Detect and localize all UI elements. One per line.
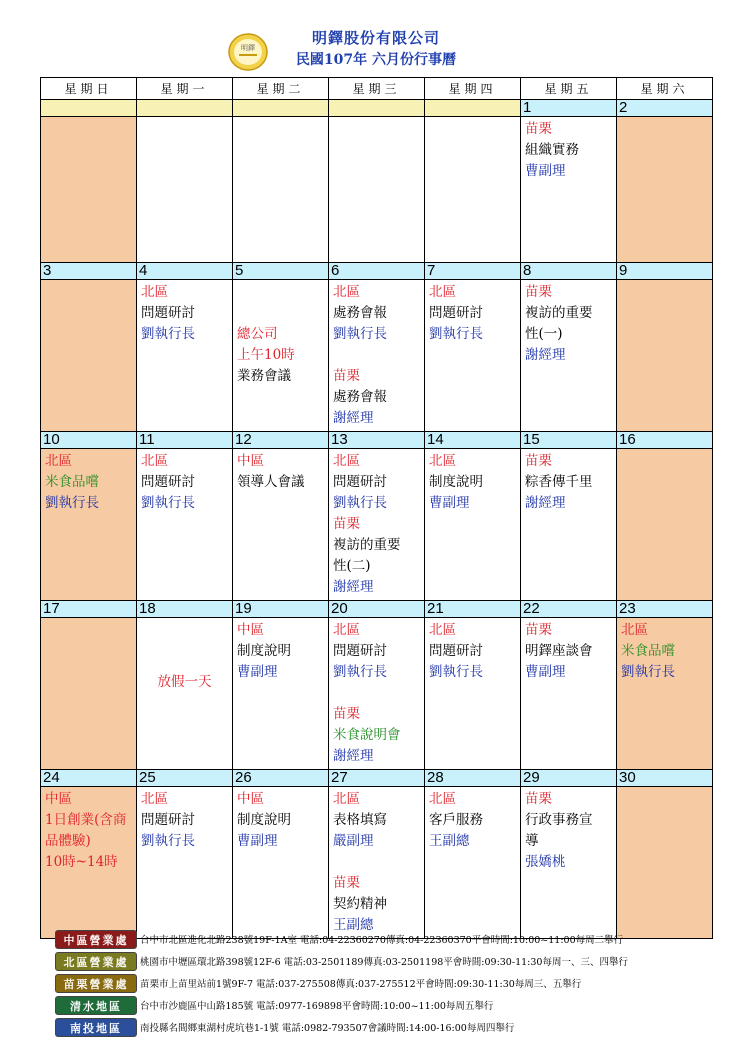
day-cell-row: [41, 449, 713, 601]
event-presenter: 劉執行長: [141, 495, 195, 511]
event-region: 北區: [141, 284, 168, 300]
weekday-header: 星期二: [233, 78, 329, 100]
date-number: 7: [425, 263, 521, 280]
event-region: 中區: [237, 791, 264, 807]
weekday-header: 星期四: [425, 78, 521, 100]
day-cell[interactable]: [617, 787, 713, 939]
event-presenter: 曹副理: [525, 664, 566, 680]
weekday-header: 星期日: [41, 78, 137, 100]
date-number: 27: [329, 770, 425, 787]
event-presenter: 劉執行長: [333, 664, 387, 680]
office-row: [55, 950, 745, 972]
event-region: 北區: [333, 622, 360, 638]
spacer: [333, 683, 420, 704]
event-presenter: 劉執行長: [333, 326, 387, 342]
event-title: 性(一): [525, 326, 563, 342]
event-presenter: 劉執行長: [141, 326, 195, 342]
event-region: 苗栗: [525, 121, 552, 137]
day-cell[interactable]: [137, 618, 233, 770]
event-title: 契約精神: [333, 896, 387, 912]
event-presenter: 王副總: [429, 833, 470, 849]
event-region: 北區: [333, 284, 360, 300]
date-number: 13: [329, 432, 425, 449]
event-presenter: 曹副理: [429, 495, 470, 511]
event-region: 北區: [141, 791, 168, 807]
day-cell[interactable]: [41, 787, 137, 939]
event-title: 問題研討: [141, 812, 195, 828]
date-number-row: [41, 601, 713, 618]
day-cell[interactable]: [617, 618, 713, 770]
day-cell[interactable]: [329, 280, 425, 432]
event-title: 問題研討: [429, 305, 483, 321]
event-presenter: 謝經理: [525, 347, 566, 363]
day-cell[interactable]: [617, 280, 713, 432]
day-cell[interactable]: [137, 787, 233, 939]
day-cell-row: [41, 117, 713, 263]
event-title: 領導人會議: [237, 474, 305, 490]
date-number-row: [41, 432, 713, 449]
page-header: [0, 28, 750, 76]
spacer: [333, 852, 420, 873]
calendar-title: 民國107年 六月份行事曆: [295, 52, 457, 68]
office-badge: 中區營業處: [55, 930, 137, 949]
office-info: 南投縣名間鄉東湖村虎坑巷1-1號 電話:0982-793507會議時間:14:00-16:00每周四舉行: [140, 1023, 515, 1034]
event-title: 導: [525, 833, 539, 849]
date-number: 16: [617, 432, 713, 449]
spacer: [237, 303, 324, 324]
event-presenter: 曹副理: [237, 664, 278, 680]
office-row: [55, 972, 745, 994]
weekday-header: 星期五: [521, 78, 617, 100]
office-badge: 北區營業處: [55, 952, 137, 971]
day-cell[interactable]: [617, 117, 713, 263]
date-number: [137, 100, 233, 117]
date-number-row: [41, 100, 713, 117]
event-title: 行政事務宣: [525, 812, 593, 828]
event-region: 上午10時: [237, 347, 295, 363]
event-title: 問題研討: [333, 474, 387, 490]
date-number: 8: [521, 263, 617, 280]
day-cell[interactable]: [329, 449, 425, 601]
event-title: 制度說明: [237, 643, 291, 659]
event-title: 問題研討: [333, 643, 387, 659]
event-region: 北區: [141, 453, 168, 469]
date-number: 9: [617, 263, 713, 280]
date-number: 26: [233, 770, 329, 787]
date-number: 19: [233, 601, 329, 618]
event-title: 複訪的重要: [333, 537, 401, 553]
date-number: 10: [41, 432, 137, 449]
title-block: [276, 28, 476, 70]
day-cell-row: [41, 280, 713, 432]
day-cell[interactable]: [233, 449, 329, 601]
event-region: 10時~14時: [45, 854, 118, 870]
holiday-label: 放假一天: [157, 674, 212, 690]
date-number: [425, 100, 521, 117]
event-title: 處務會報: [333, 305, 387, 321]
event-presenter: 曹副理: [237, 833, 278, 849]
event-title: 米食品嚐: [45, 474, 99, 490]
day-cell[interactable]: [41, 618, 137, 770]
event-region: 北區: [429, 453, 456, 469]
office-badge: 南投地區: [55, 1018, 137, 1037]
date-number: 6: [329, 263, 425, 280]
calendar-table: [40, 77, 713, 939]
day-cell[interactable]: [425, 618, 521, 770]
event-region: 中區: [237, 622, 264, 638]
event-title: 米食說明會: [333, 727, 401, 743]
event-region: 苗栗: [333, 516, 360, 532]
event-title: 組織實務: [525, 142, 579, 158]
logo-text: 明鐸: [241, 44, 255, 52]
event-title: 制度說明: [429, 474, 483, 490]
date-number: 2: [617, 100, 713, 117]
date-number: 11: [137, 432, 233, 449]
event-presenter: 嚴副理: [333, 833, 374, 849]
event-title: 制度說明: [237, 812, 291, 828]
event-region: 北區: [429, 284, 456, 300]
date-number: 12: [233, 432, 329, 449]
date-number: 22: [521, 601, 617, 618]
day-cell[interactable]: [329, 787, 425, 939]
event-region: 北區: [333, 791, 360, 807]
event-region: 北區: [621, 622, 648, 638]
weekday-header: 星期六: [617, 78, 713, 100]
event-region: 苗栗: [333, 368, 360, 384]
day-cell[interactable]: [521, 787, 617, 939]
event-presenter: 謝經理: [333, 579, 374, 595]
event-region: 總公司: [237, 326, 278, 342]
event-title: 問題研討: [141, 305, 195, 321]
event-presenter: 王副總: [333, 917, 374, 933]
day-cell[interactable]: [617, 449, 713, 601]
event-presenter: 張嬌桃: [525, 854, 566, 870]
office-info: 苗栗市上苗里站前1號9F-7 電話:037-275508傳真:037-275512平會時間:09:30-11:30每周三、五舉行: [140, 979, 582, 990]
day-cell[interactable]: [425, 280, 521, 432]
event-region: 北區: [429, 791, 456, 807]
event-region: 中區: [45, 791, 72, 807]
event-region: 苗栗: [525, 284, 552, 300]
company-logo: [227, 32, 269, 72]
event-presenter: 謝經理: [525, 495, 566, 511]
day-cell[interactable]: [233, 117, 329, 263]
event-title: 處務會報: [333, 389, 387, 405]
date-number: 5: [233, 263, 329, 280]
event-region: 苗栗: [525, 791, 552, 807]
event-region: 苗栗: [333, 706, 360, 722]
day-cell[interactable]: [521, 280, 617, 432]
office-badge: 清水地區: [55, 996, 137, 1015]
office-info: 台中市北區進化北路238號19F-1A室 電話:04-22360270傳真:04-22360370平會時間:10:00~11:00每周二舉行: [140, 935, 624, 946]
day-cell[interactable]: [41, 280, 137, 432]
day-cell[interactable]: [521, 449, 617, 601]
spacer: [237, 282, 324, 303]
date-number: [41, 100, 137, 117]
event-presenter: 劉執行長: [333, 495, 387, 511]
day-cell[interactable]: [425, 787, 521, 939]
office-info: 台中市沙鹿區中山路185號 電話:0977-169898平會時間:10:00~11:00每周五舉行: [140, 1001, 494, 1012]
office-row: [55, 928, 745, 950]
event-presenter: 謝經理: [333, 410, 374, 426]
event-title: 問題研討: [429, 643, 483, 659]
day-cell[interactable]: [425, 117, 521, 263]
spacer: [333, 345, 420, 366]
date-number: 18: [137, 601, 233, 618]
event-region: 1日創業(含商品體驗): [45, 812, 127, 849]
date-number: 14: [425, 432, 521, 449]
event-region: 中區: [237, 453, 264, 469]
day-cell[interactable]: [41, 449, 137, 601]
event-region: 苗栗: [525, 453, 552, 469]
event-title: 性(二): [333, 558, 371, 574]
event-presenter: 劉執行長: [45, 495, 99, 511]
day-cell[interactable]: [233, 787, 329, 939]
event-presenter: 曹副理: [525, 163, 566, 179]
event-region: 苗栗: [525, 622, 552, 638]
weekday-header: 星期一: [137, 78, 233, 100]
event-title: 米食品嚐: [621, 643, 675, 659]
date-number: 4: [137, 263, 233, 280]
office-row: [55, 994, 745, 1016]
day-cell[interactable]: [233, 618, 329, 770]
event-presenter: 劉執行長: [429, 664, 483, 680]
event-title: 業務會議: [237, 368, 291, 384]
date-number: 3: [41, 263, 137, 280]
event-title: 複訪的重要: [525, 305, 593, 321]
date-number: 28: [425, 770, 521, 787]
weekday-header-row: [41, 78, 713, 100]
day-cell[interactable]: [521, 117, 617, 263]
office-info: 桃園市中壢區環北路398號12F-6 電話:03-2501189傳真:03-2501198平會時間:09:30-11:30每周一、三、四舉行: [140, 957, 628, 968]
office-list: [55, 928, 745, 1038]
date-number: 21: [425, 601, 521, 618]
date-number: 17: [41, 601, 137, 618]
event-region: 北區: [45, 453, 72, 469]
event-title: 問題研討: [141, 474, 195, 490]
event-presenter: 劉執行長: [429, 326, 483, 342]
date-number: 24: [41, 770, 137, 787]
day-cell[interactable]: [137, 117, 233, 263]
day-cell[interactable]: [41, 117, 137, 263]
weekday-header: 星期三: [329, 78, 425, 100]
event-presenter: 劉執行長: [621, 664, 675, 680]
office-badge: 苗栗營業處: [55, 974, 137, 993]
event-region: 苗栗: [333, 875, 360, 891]
event-presenter: 謝經理: [333, 748, 374, 764]
day-cell[interactable]: [425, 449, 521, 601]
date-number: 29: [521, 770, 617, 787]
date-number: 1: [521, 100, 617, 117]
event-title: 客戶服務: [429, 812, 483, 828]
date-number: 20: [329, 601, 425, 618]
event-title: 粽香傳千里: [525, 474, 593, 490]
day-cell-row: [41, 787, 713, 939]
day-cell[interactable]: [329, 117, 425, 263]
event-region: 北區: [333, 453, 360, 469]
date-number: 23: [617, 601, 713, 618]
date-number: [233, 100, 329, 117]
date-number-row: [41, 770, 713, 787]
date-number-row: [41, 263, 713, 280]
day-cell[interactable]: [137, 280, 233, 432]
event-title: 表格填寫: [333, 812, 387, 828]
event-region: 北區: [429, 622, 456, 638]
day-cell[interactable]: [137, 449, 233, 601]
date-number: 30: [617, 770, 713, 787]
event-presenter: 劉執行長: [141, 833, 195, 849]
date-number: 25: [137, 770, 233, 787]
date-number: [329, 100, 425, 117]
date-number: 15: [521, 432, 617, 449]
event-title: 明鐸座談會: [525, 643, 593, 659]
company-name: 明鐸股份有限公司: [311, 29, 440, 47]
office-row: [55, 1016, 745, 1038]
day-cell[interactable]: [329, 618, 425, 770]
day-cell-row: [41, 618, 713, 770]
day-cell[interactable]: [233, 280, 329, 432]
day-cell[interactable]: [521, 618, 617, 770]
